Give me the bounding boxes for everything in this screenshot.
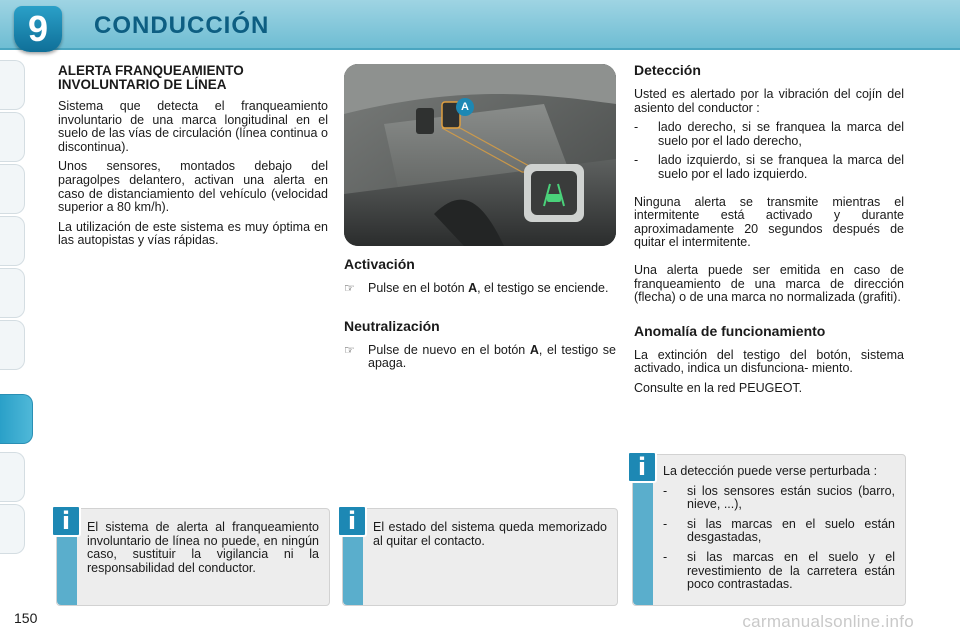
dash-marker: - xyxy=(663,549,668,564)
malfunction-title: Anomalía de funcionamiento xyxy=(634,322,826,339)
chapter-number-badge: 9 xyxy=(14,6,62,52)
chapter-title: CONDUCCIÓN xyxy=(94,12,270,39)
info-box-memory xyxy=(342,508,618,606)
info-content xyxy=(373,521,607,554)
chapter-tab[interactable] xyxy=(0,320,25,370)
info-text: La detección puede verse perturbada : xyxy=(663,464,878,478)
detection-paragraph: Ninguna alerta se transmite mientras el intermitente está activado y durante aproximadamente 20 segundos después de quitar el intermitente. xyxy=(634,194,904,250)
page-number: 150 xyxy=(14,610,38,626)
info-text: El estado del sistema queda memorizado al quitar el contacto. xyxy=(373,520,607,548)
dashboard-button-photo xyxy=(344,64,616,246)
text-part: , el testigo se enciende. xyxy=(477,281,609,295)
list-item-text: si los sensores están sucios (barro, nieve, ...), xyxy=(687,483,895,512)
list-item-text: lado izquierdo, si se franquea la marca del suelo por el lado izquierdo. xyxy=(658,153,904,181)
text-part: , el testigo se apaga. xyxy=(368,342,617,371)
chapter-tab[interactable] xyxy=(0,504,25,554)
info-icon: i xyxy=(51,505,81,537)
list-item-text: si las marcas en el suelo están desgastadas, xyxy=(687,516,895,545)
list-item xyxy=(634,154,904,181)
button-a-marker: A xyxy=(456,98,474,116)
list-item xyxy=(663,518,895,545)
dash-marker: - xyxy=(634,153,639,168)
list-item-text: lado derecho, si se franquea la marca del suelo por el lado derecho, xyxy=(658,120,904,148)
dash-marker: - xyxy=(634,120,639,135)
text-part: Pulse en el botón xyxy=(368,281,469,295)
section-main-title xyxy=(58,64,328,92)
info-content xyxy=(663,465,895,598)
info-icon: i xyxy=(337,505,367,537)
neutralization-text xyxy=(368,344,616,371)
text-part: Pulse de nuevo en el botón xyxy=(368,342,530,357)
malfunction-paragraph: La extinción del testigo del botón, sistema activado, indica un disfunciona- miento. xyxy=(634,347,904,376)
neutralization-title: Neutralización xyxy=(344,317,440,334)
chapter-tab[interactable] xyxy=(0,452,25,502)
pointing-hand-icon: ☞ xyxy=(344,281,355,295)
pointing-hand-icon: ☞ xyxy=(344,342,355,357)
info-icon: i xyxy=(627,451,657,483)
chapter-tab[interactable] xyxy=(0,268,25,318)
detection-paragraph: Una alerta puede ser emitida en caso de franqueamiento de una marca de dirección (flecha) o de una marca no normalizada (grafiti). xyxy=(634,262,904,305)
activation-step xyxy=(344,282,616,296)
activation-title: Activación xyxy=(344,256,415,272)
detection-title: Detección xyxy=(634,62,701,78)
header-bar xyxy=(0,0,960,50)
title-line: INVOLUNTARIO DE LÍNEA xyxy=(58,77,227,92)
intro-paragraph: Sistema que detecta el franqueamiento involuntario de una marca longitudinal en el suelo de las vías de circulación (línea continua o discontinua). xyxy=(58,99,328,154)
info-content xyxy=(87,521,319,581)
title-line: ALERTA FRANQUEAMIENTO xyxy=(58,63,244,78)
info-box-disturbance xyxy=(632,454,906,606)
button-letter: A xyxy=(468,281,478,295)
list-item-text: si las marcas en el suelo y el revestimiento de la carretera están poco contrastadas. xyxy=(687,549,895,592)
chapter-tabs xyxy=(0,60,34,580)
chapter-tab[interactable] xyxy=(0,164,25,214)
list-item xyxy=(663,551,895,592)
dash-marker: - xyxy=(663,516,668,531)
intro-column xyxy=(58,64,328,254)
list-item xyxy=(634,121,904,148)
info-text: El sistema de alerta al franqueamiento involuntario de línea no puede, en ningún caso, sustituir la vigilancia ni la responsabilidad del conductor. xyxy=(87,520,319,575)
chapter-tab-active[interactable] xyxy=(0,394,33,444)
intro-paragraph: Unos sensores, montados debajo del paragolpes delantero, activan una alerta en caso de distanciamiento del vehículo (velocidad superior a 80 km/h). xyxy=(58,159,328,215)
neutralization-step xyxy=(344,344,616,371)
detection-column xyxy=(634,62,904,402)
info-box-responsibility xyxy=(56,508,330,606)
list-item xyxy=(663,485,895,512)
chapter-tab[interactable] xyxy=(0,216,25,266)
watermark: carmanualsonline.info xyxy=(742,612,914,631)
dash-marker: - xyxy=(663,483,668,498)
malfunction-paragraph: Consulte en la red PEUGEOT. xyxy=(634,380,803,395)
activation-text xyxy=(368,282,616,296)
intro-paragraph: La utilización de este sistema es muy óptima en las autopistas y vías rápidas. xyxy=(58,219,328,248)
activation-column xyxy=(344,256,616,379)
detection-intro: Usted es alertado por la vibración del cojín del asiento del conductor : xyxy=(634,87,904,115)
chapter-tab[interactable] xyxy=(0,60,25,110)
dashboard-illustration xyxy=(344,64,616,246)
button-letter: A xyxy=(529,342,539,357)
chapter-tab[interactable] xyxy=(0,112,25,162)
